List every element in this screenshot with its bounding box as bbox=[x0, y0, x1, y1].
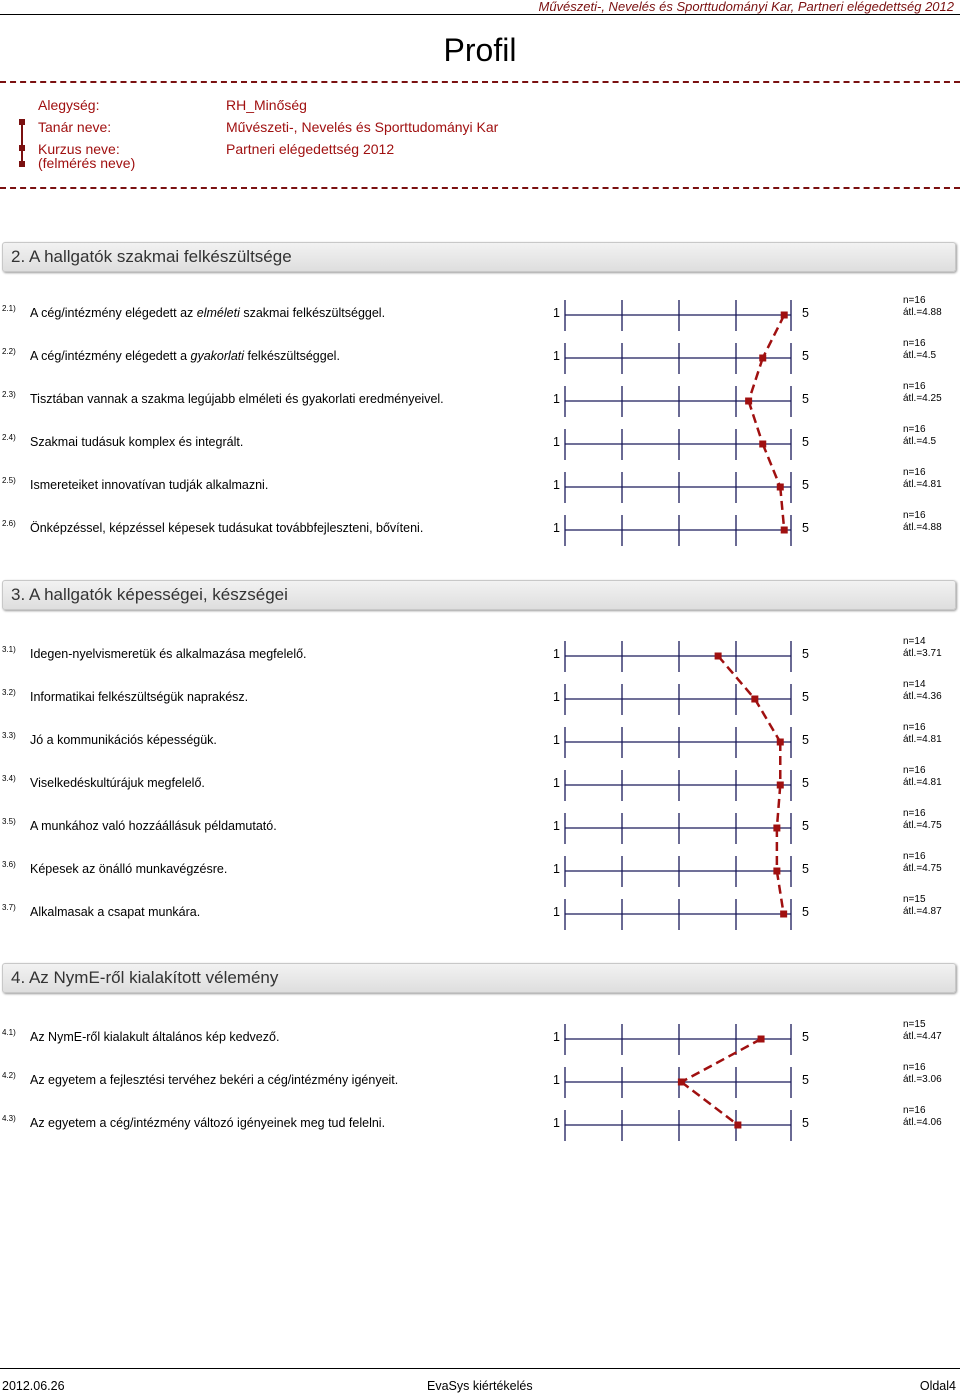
question-text-emphasis: gyakorlati bbox=[190, 349, 245, 363]
response-count: n=16 bbox=[903, 381, 926, 392]
question-text bbox=[30, 521, 423, 535]
question-text-part: szakmai felkészültséggel. bbox=[239, 306, 386, 320]
question-text bbox=[30, 647, 307, 661]
question-number: 3.4) bbox=[2, 774, 16, 783]
section-title: 2. A hallgatók szakmai felkészültsége bbox=[11, 247, 292, 266]
question-stats bbox=[903, 1019, 942, 1043]
question-text bbox=[30, 1073, 398, 1087]
question-text bbox=[30, 1116, 385, 1130]
question-text bbox=[30, 392, 444, 406]
question-row bbox=[0, 295, 960, 341]
section-title: 4. Az NymE-ről kialakított vélemény bbox=[11, 968, 279, 987]
question-row bbox=[0, 808, 960, 854]
section-header bbox=[2, 242, 956, 272]
average-value: átl.=4.5 bbox=[903, 350, 937, 361]
footer-date: 2012.06.26 bbox=[2, 1379, 65, 1393]
scale-low-label: 1 bbox=[553, 1073, 560, 1087]
question-text-part: Ismereteiket innovatívan tudják alkalmazni. bbox=[30, 478, 269, 492]
question-text bbox=[30, 819, 277, 833]
scale-low-label: 1 bbox=[553, 690, 560, 704]
average-value: átl.=4.81 bbox=[903, 777, 942, 788]
question-text-part: Viselkedéskultúrájuk megfelelő. bbox=[30, 776, 205, 790]
question-number: 4.1) bbox=[2, 1028, 16, 1037]
dashed-divider-top bbox=[0, 81, 960, 83]
footer-center: EvaSys kiértékelés bbox=[427, 1379, 533, 1393]
question-text bbox=[30, 435, 243, 449]
scale-high-label: 5 bbox=[802, 1116, 809, 1130]
scale-low-label: 1 bbox=[553, 1030, 560, 1044]
scale-high-label: 5 bbox=[802, 1073, 809, 1087]
question-stats bbox=[903, 722, 942, 746]
question-row bbox=[0, 1105, 960, 1151]
question-number: 3.6) bbox=[2, 860, 16, 869]
question-text-part: Jó a kommunikációs képességük. bbox=[30, 733, 217, 747]
question-number: 2.4) bbox=[2, 433, 16, 442]
question-row bbox=[0, 722, 960, 768]
question-number: 2.6) bbox=[2, 519, 16, 528]
question-stats bbox=[903, 679, 942, 703]
question-stats bbox=[903, 510, 942, 534]
question-stats bbox=[903, 851, 942, 875]
response-count: n=14 bbox=[903, 636, 926, 647]
question-number: 3.5) bbox=[2, 817, 16, 826]
question-text-part: Az egyetem a cég/intézmény változó igényeinek meg tud felelni. bbox=[30, 1116, 386, 1130]
question-stats bbox=[903, 381, 942, 405]
question-row bbox=[0, 1019, 960, 1065]
question-text-part: Az egyetem a fejlesztési tervéhez bekéri a cég/intézmény igényeit. bbox=[30, 1073, 399, 1087]
question-text-part: Tisztában vannak a szakma legújabb elméleti és gyakorlati eredményeivel. bbox=[30, 392, 444, 406]
question-text-part: Szakmai tudásuk komplex és integrált. bbox=[30, 435, 244, 449]
survey-label: (felmérés neve) bbox=[38, 155, 136, 171]
question-text-part: Idegen-nyelvismeretük és alkalmazása megfelelő. bbox=[30, 647, 307, 661]
response-count: n=15 bbox=[903, 894, 926, 905]
average-value: átl.=4.75 bbox=[903, 820, 942, 831]
question-row bbox=[0, 510, 960, 556]
question-row bbox=[0, 679, 960, 725]
question-text-emphasis: elméleti bbox=[196, 306, 240, 320]
footer-divider bbox=[0, 1368, 960, 1369]
question-row bbox=[0, 636, 960, 682]
scale-high-label: 5 bbox=[802, 647, 809, 661]
scale-low-label: 1 bbox=[553, 521, 560, 535]
question-stats bbox=[903, 467, 942, 491]
scale-high-label: 5 bbox=[802, 862, 809, 876]
question-text bbox=[30, 862, 227, 876]
question-stats bbox=[903, 424, 936, 448]
average-value: átl.=4.81 bbox=[903, 479, 942, 490]
question-stats bbox=[903, 894, 942, 918]
average-value: átl.=4.88 bbox=[903, 522, 942, 533]
section-title: 3. A hallgatók képességei, készségei bbox=[11, 585, 288, 604]
teacher-label: Tanár neve: bbox=[38, 119, 112, 135]
scale-high-label: 5 bbox=[802, 819, 809, 833]
question-text-part: Az NymE-ről kialakult általános kép kedvező. bbox=[30, 1030, 280, 1044]
question-text bbox=[30, 1030, 279, 1044]
average-value: átl.=4.06 bbox=[903, 1117, 942, 1128]
header-survey-name: Művészeti-, Nevelés és Sporttudományi Kar, Partneri elégedettség 2012 bbox=[538, 0, 954, 14]
average-value: átl.=3.06 bbox=[903, 1074, 942, 1085]
average-value: átl.=4.75 bbox=[903, 863, 942, 874]
scale-high-label: 5 bbox=[802, 1030, 809, 1044]
scale-low-label: 1 bbox=[553, 349, 560, 363]
response-count: n=16 bbox=[903, 295, 926, 306]
scale-low-label: 1 bbox=[553, 819, 560, 833]
question-row bbox=[0, 1062, 960, 1108]
question-row bbox=[0, 381, 960, 427]
question-row bbox=[0, 338, 960, 384]
scale-low-label: 1 bbox=[553, 862, 560, 876]
question-stats bbox=[903, 808, 942, 832]
decorative-box bbox=[19, 161, 25, 167]
response-count: n=16 bbox=[903, 338, 926, 349]
question-text-part: Informatikai felkészültségük naprakész. bbox=[30, 690, 249, 704]
response-count: n=14 bbox=[903, 679, 926, 690]
question-row bbox=[0, 894, 960, 940]
question-text-part: Önképzéssel, képzéssel képesek tudásukat továbbfejleszteni, bővíteni. bbox=[30, 521, 424, 535]
question-stats bbox=[903, 338, 936, 362]
question-number: 4.2) bbox=[2, 1071, 16, 1080]
course-label: Kurzus neve: bbox=[38, 141, 120, 157]
question-number: 4.3) bbox=[2, 1114, 16, 1123]
response-count: n=16 bbox=[903, 510, 926, 521]
question-text-part: Alkalmasak a csapat munkára. bbox=[30, 905, 201, 919]
question-row bbox=[0, 467, 960, 513]
question-stats bbox=[903, 1062, 942, 1086]
scale-high-label: 5 bbox=[802, 392, 809, 406]
teacher-value: Művészeti-, Nevelés és Sporttudományi Kar bbox=[226, 119, 499, 135]
average-value: átl.=4.47 bbox=[903, 1031, 942, 1042]
decorative-box bbox=[19, 145, 25, 151]
question-text-part: Képesek az önálló munkavégzésre. bbox=[30, 862, 228, 876]
average-value: átl.=3.71 bbox=[903, 648, 942, 659]
scale-low-label: 1 bbox=[553, 733, 560, 747]
question-text-part: A cég/intézmény elégedett az bbox=[30, 306, 197, 320]
scale-low-label: 1 bbox=[553, 435, 560, 449]
question-number: 2.2) bbox=[2, 347, 16, 356]
question-number: 3.1) bbox=[2, 645, 16, 654]
response-count: n=16 bbox=[903, 851, 926, 862]
response-count: n=16 bbox=[903, 1105, 926, 1116]
response-count: n=15 bbox=[903, 1019, 926, 1030]
average-value: átl.=4.87 bbox=[903, 906, 942, 917]
page-title: Profil bbox=[443, 32, 517, 68]
question-stats bbox=[903, 295, 942, 319]
scale-high-label: 5 bbox=[802, 905, 809, 919]
scale-high-label: 5 bbox=[802, 306, 809, 320]
question-stats bbox=[903, 1105, 942, 1129]
scale-high-label: 5 bbox=[802, 349, 809, 363]
question-text bbox=[30, 306, 385, 320]
question-text bbox=[30, 349, 340, 363]
scale-high-label: 5 bbox=[802, 478, 809, 492]
question-text bbox=[30, 776, 205, 790]
average-value: átl.=4.25 bbox=[903, 393, 942, 404]
section-header bbox=[2, 580, 956, 610]
scale-high-label: 5 bbox=[802, 733, 809, 747]
top-header-bar bbox=[0, 0, 960, 15]
question-text-part: felkészültséggel. bbox=[244, 349, 340, 363]
scale-high-label: 5 bbox=[802, 521, 809, 535]
scale-high-label: 5 bbox=[802, 435, 809, 449]
question-number: 2.1) bbox=[2, 304, 16, 313]
scale-low-label: 1 bbox=[553, 392, 560, 406]
average-value: átl.=4.88 bbox=[903, 307, 942, 318]
scale-high-label: 5 bbox=[802, 776, 809, 790]
question-number: 2.3) bbox=[2, 390, 16, 399]
question-stats bbox=[903, 765, 942, 789]
decorative-box bbox=[19, 119, 25, 125]
response-count: n=16 bbox=[903, 722, 926, 733]
unit-label: Alegység: bbox=[38, 97, 100, 113]
question-stats bbox=[903, 636, 942, 660]
average-value: átl.=4.36 bbox=[903, 691, 942, 702]
section-header bbox=[2, 963, 956, 993]
question-text-part: A cég/intézmény elégedett a bbox=[30, 349, 191, 363]
question-row bbox=[0, 851, 960, 897]
course-value: Partneri elégedettség 2012 bbox=[226, 141, 395, 157]
question-number: 3.7) bbox=[2, 903, 16, 912]
footer-page: Oldal4 bbox=[919, 1379, 956, 1393]
response-count: n=16 bbox=[903, 424, 926, 435]
question-row bbox=[0, 424, 960, 470]
question-row bbox=[0, 765, 960, 811]
scale-low-label: 1 bbox=[553, 776, 560, 790]
question-text bbox=[30, 905, 200, 919]
dashed-divider-bottom bbox=[0, 187, 960, 189]
unit-value: RH_Minőség bbox=[226, 97, 307, 113]
question-number: 2.5) bbox=[2, 476, 16, 485]
average-value: átl.=4.81 bbox=[903, 734, 942, 745]
response-count: n=16 bbox=[903, 467, 926, 478]
scale-low-label: 1 bbox=[553, 647, 560, 661]
question-text bbox=[30, 478, 268, 492]
scale-low-label: 1 bbox=[553, 905, 560, 919]
response-count: n=16 bbox=[903, 808, 926, 819]
question-number: 3.2) bbox=[2, 688, 16, 697]
scale-low-label: 1 bbox=[553, 306, 560, 320]
average-value: átl.=4.5 bbox=[903, 436, 937, 447]
question-text bbox=[30, 690, 248, 704]
response-count: n=16 bbox=[903, 765, 926, 776]
decorative-line bbox=[21, 121, 23, 165]
question-text bbox=[30, 733, 217, 747]
scale-low-label: 1 bbox=[553, 1116, 560, 1130]
question-text-part: A munkához való hozzáállásuk példamutató. bbox=[30, 819, 277, 833]
question-number: 3.3) bbox=[2, 731, 16, 740]
response-count: n=16 bbox=[903, 1062, 926, 1073]
scale-high-label: 5 bbox=[802, 690, 809, 704]
scale-low-label: 1 bbox=[553, 478, 560, 492]
